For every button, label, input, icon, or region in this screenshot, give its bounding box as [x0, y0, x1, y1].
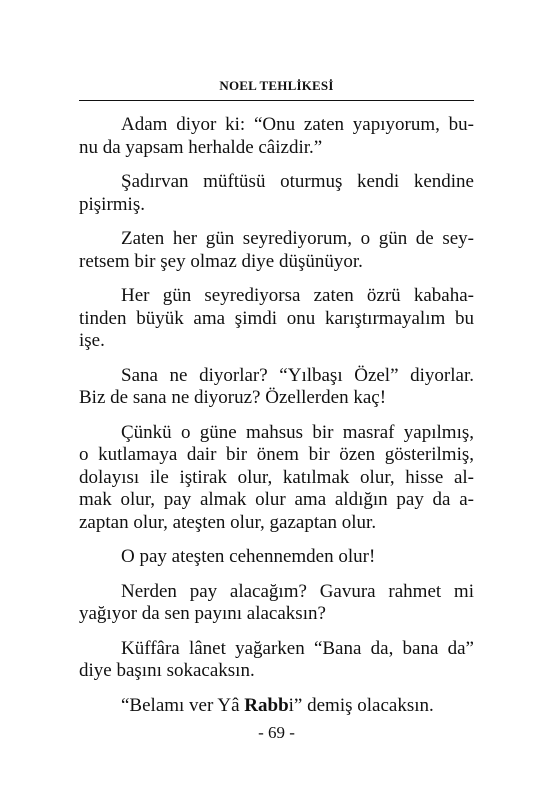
text-line: Nerden pay alacağım? Gavura rahmet mi	[121, 580, 474, 602]
text-line: Adam diyor ki: “Onu zaten yapıyorum, bu-	[121, 114, 474, 135]
paragraph	[79, 365, 474, 410]
running-header: NOEL TEHLİKESİ	[219, 78, 334, 93]
text-line: Çünkü o güne mahsus bir masraf yapılmış,	[121, 421, 474, 443]
paragraph	[79, 638, 474, 683]
text-line: işe.	[79, 330, 105, 351]
text-line: O pay ateşten cehennemden olur!	[121, 546, 376, 567]
text-line: o kutlamaya dair bir önem bir özen gösterilmiş,	[79, 444, 474, 465]
text-line: yağıyor da sen payını alacaksın?	[79, 603, 326, 624]
paragraph	[79, 422, 474, 535]
paragraph	[79, 114, 474, 159]
text-line: dolayısı ile iştirak olur, katılmak olur, hisse al-	[79, 466, 474, 488]
text-line	[79, 695, 474, 718]
paragraph	[79, 228, 474, 273]
paragraph	[79, 285, 474, 353]
text-line: mak olur, pay almak olur ama aldığın pay da a-	[79, 489, 474, 510]
text-line: pişirmiş.	[79, 193, 145, 215]
paragraph	[79, 171, 474, 216]
text-line: zaptan olur, ateşten olur, gazaptan olur.	[79, 511, 377, 533]
text-line: Sana ne diyorlar? “Yılbaşı Özel” diyorlar.	[121, 364, 474, 386]
header-rule	[79, 100, 474, 101]
page-number: - 69 -	[258, 723, 295, 742]
paragraph	[79, 546, 474, 569]
text-line: Her gün seyrediyorsa zaten özrü kabaha-	[121, 285, 474, 306]
paragraph	[79, 695, 474, 718]
text-line: retsem bir şey olmaz diye düşünüyor.	[79, 250, 363, 272]
bold-text-run: Rabb	[244, 694, 289, 716]
text-run: “Belamı ver Yâ	[121, 694, 245, 716]
text-line: tinden büyük ama şimdi onu karıştırmayalım bu	[79, 307, 474, 329]
text-line: Şadırvan müftüsü oturmuş kendi kendine	[121, 171, 474, 192]
text-run: i” demiş olacaksın.	[288, 694, 434, 716]
text-line: Biz de sana ne diyoruz? Özellerden kaç!	[79, 387, 387, 408]
text-line: nu da yapsam herhalde câizdir.”	[79, 136, 323, 158]
paragraph	[79, 581, 474, 626]
text-line: Küffâra lânet yağarken “Bana da, bana da”	[121, 637, 474, 659]
body-text	[79, 114, 474, 729]
text-line: Zaten her gün seyrediyorum, o gün de sey-	[121, 228, 474, 249]
text-line: diye başını sokacaksın.	[79, 660, 255, 681]
